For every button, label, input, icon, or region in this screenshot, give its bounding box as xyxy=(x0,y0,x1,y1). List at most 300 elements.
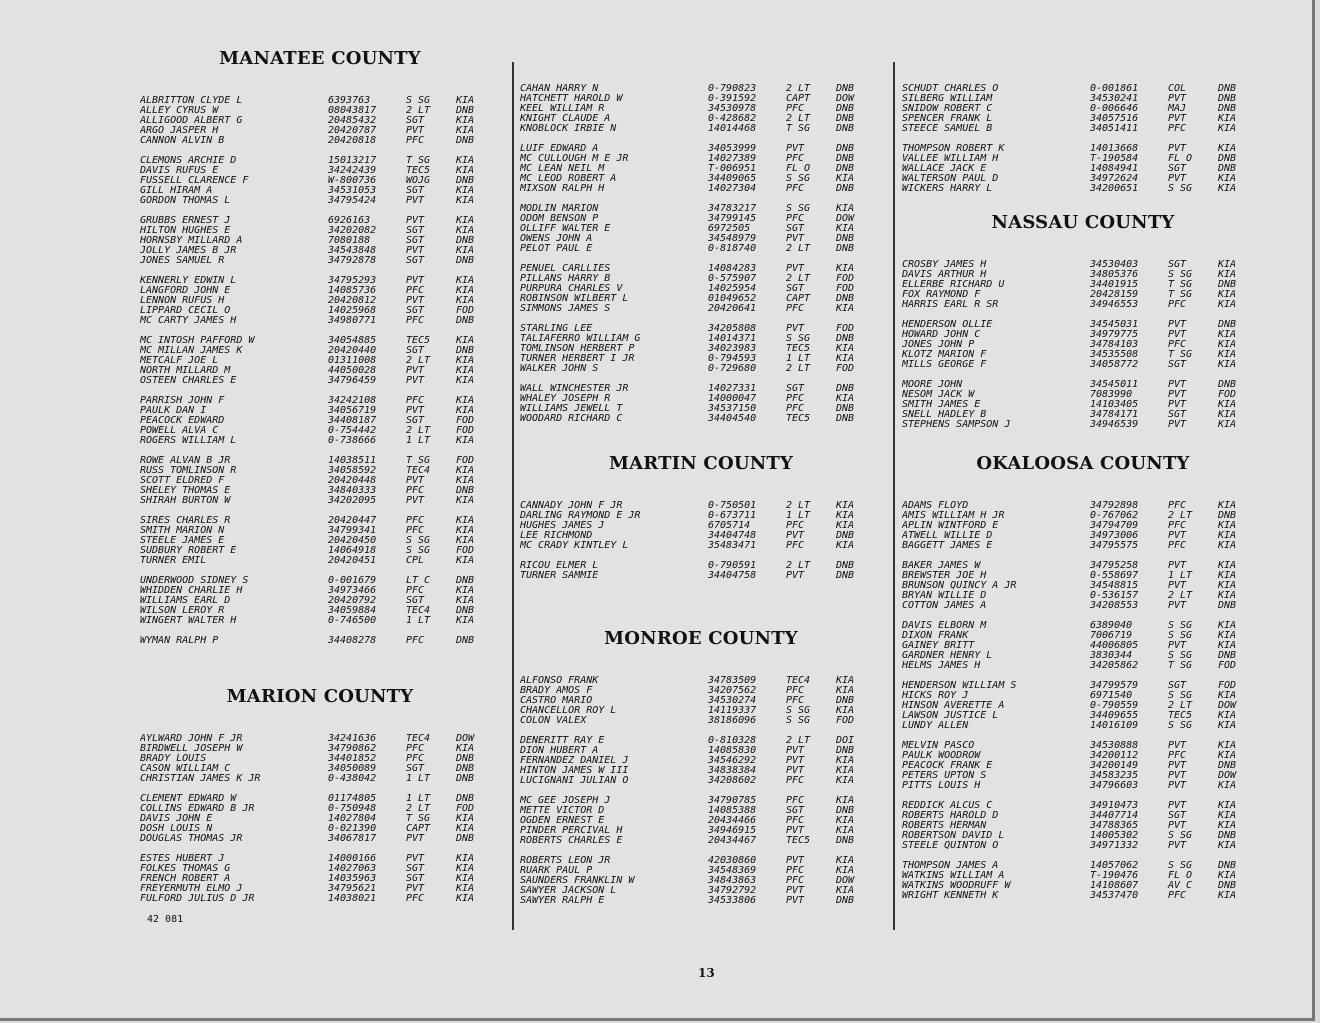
casualty-name: HATCHETT HAROLD W xyxy=(520,94,623,104)
casualty-row xyxy=(140,216,500,226)
status-code: KIA xyxy=(1218,269,1237,280)
status-code: DNB xyxy=(836,403,855,414)
status-code: DNB xyxy=(456,135,475,146)
serial-number: 34208553 xyxy=(1090,600,1139,611)
casualty-row xyxy=(902,94,1264,104)
group-spacer xyxy=(140,784,500,794)
casualty-name: STEECE SAMUEL B xyxy=(902,124,993,134)
serial-number: 0-754442 xyxy=(328,425,377,436)
rank: T SG xyxy=(406,813,431,824)
rank: PVT xyxy=(1168,600,1187,611)
serial-number: 14038511 xyxy=(328,455,377,466)
status-code: DNB xyxy=(456,763,475,774)
rank: PVT xyxy=(1168,560,1187,571)
rank: PVT xyxy=(406,833,425,844)
casualty-name: SUDBURY ROBERT E xyxy=(140,546,237,556)
rank: 1 LT xyxy=(406,793,431,804)
entry-group xyxy=(902,144,1264,194)
rank: PFC xyxy=(1168,500,1187,511)
rank: PFC xyxy=(786,695,805,706)
casualty-row xyxy=(902,821,1264,831)
status-code: KIA xyxy=(456,285,475,296)
group-spacer xyxy=(520,846,882,856)
rank: PFC xyxy=(406,525,425,536)
casualty-name: PILLANS HARRY B xyxy=(520,274,611,284)
casualty-name: DIXON FRANK xyxy=(902,631,969,641)
casualty-row xyxy=(140,186,500,196)
entry-group xyxy=(140,734,500,784)
casualty-name: HICKS ROY J xyxy=(902,691,969,701)
status-code: FOD xyxy=(836,273,855,284)
casualty-row xyxy=(902,280,1264,290)
county-heading: OKALOOSA COUNTY xyxy=(976,453,1190,474)
entry-group xyxy=(140,216,500,266)
status-code: DNB xyxy=(836,570,855,581)
rank: 2 LT xyxy=(406,803,431,814)
casualty-name: PETERS UPTON S xyxy=(902,771,987,781)
rank: TEC4 xyxy=(406,465,431,476)
casualty-name: OSTEEN CHARLES E xyxy=(140,376,237,386)
entry-group xyxy=(902,621,1264,671)
casualty-row xyxy=(520,224,882,234)
serial-number: 34796603 xyxy=(1090,780,1139,791)
casualty-name: STEELE JAMES E xyxy=(140,536,225,546)
casualty-row xyxy=(140,814,500,824)
rank: SGT xyxy=(1168,409,1187,420)
rank: S SG xyxy=(786,705,811,716)
serial-number: 14084283 xyxy=(708,263,757,274)
serial-number: 34799579 xyxy=(1090,680,1139,691)
casualty-name: WALKER JOHN S xyxy=(520,364,599,374)
status-code: KIA xyxy=(836,775,855,786)
rank: T SG xyxy=(1168,289,1193,300)
serial-number: 34054885 xyxy=(328,335,377,346)
serial-number: 34946915 xyxy=(708,825,757,836)
serial-number: 34792898 xyxy=(1090,500,1139,511)
serial-number: 34840333 xyxy=(328,485,377,496)
casualty-name: NESOM JACK W xyxy=(902,390,975,400)
casualty-row xyxy=(902,641,1264,651)
entry-group xyxy=(902,861,1264,901)
rank: PVT xyxy=(1168,820,1187,831)
status-code: KIA xyxy=(456,335,475,346)
status-code: KIA xyxy=(456,535,475,546)
casualty-row xyxy=(140,616,500,626)
casualty-name: SCOTT ELDRED F xyxy=(140,476,225,486)
casualty-name: TURNER SAMMIE xyxy=(520,571,599,581)
serial-number: 34242439 xyxy=(328,165,377,176)
serial-number: 20420440 xyxy=(328,345,377,356)
rank: S SG xyxy=(786,173,811,184)
casualty-row xyxy=(520,511,882,521)
group-spacer xyxy=(140,626,500,636)
rank: 2 LT xyxy=(1168,590,1193,601)
casualty-name: WILLIAMS EARL D xyxy=(140,596,231,606)
status-code: KIA xyxy=(1218,690,1237,701)
group-spacer xyxy=(140,506,500,516)
casualty-row xyxy=(902,290,1264,300)
status-code: FOD xyxy=(456,545,475,556)
serial-number: 6926163 xyxy=(328,215,371,226)
serial-number: 34979775 xyxy=(1090,329,1139,340)
casualty-row xyxy=(520,344,882,354)
casualty-name: PAULK WOODROW xyxy=(902,751,981,761)
casualty-row xyxy=(902,400,1264,410)
rank: PVT xyxy=(786,530,805,541)
casualty-row xyxy=(140,754,500,764)
casualty-row xyxy=(520,896,882,906)
group-spacer xyxy=(520,726,882,736)
casualty-name: PELOT PAUL E xyxy=(520,244,593,254)
status-code: KIA xyxy=(456,185,475,196)
status-code: DNB xyxy=(456,605,475,616)
rank: MAJ xyxy=(1168,103,1187,114)
casualty-name: NORTH MILLARD M xyxy=(140,366,231,376)
casualty-name: ARGO JASPER H xyxy=(140,126,219,136)
group-spacer xyxy=(520,194,882,204)
rank: TEC5 xyxy=(1168,710,1193,721)
rank: S SG xyxy=(1168,620,1193,631)
status-code: DNB xyxy=(456,793,475,804)
status-code: DOW xyxy=(1218,700,1237,711)
casualty-row xyxy=(902,511,1264,521)
casualty-name: ELLERBE RICHARD U xyxy=(902,280,1005,290)
status-code: KIA xyxy=(1218,143,1237,154)
casualty-name: PAULK DAN I xyxy=(140,406,207,416)
rank: S SG xyxy=(1168,720,1193,731)
rank: PVT xyxy=(406,195,425,206)
status-code: DNB xyxy=(836,895,855,906)
casualty-row xyxy=(520,776,882,786)
casualty-row xyxy=(140,636,500,646)
casualty-row xyxy=(902,164,1264,174)
rank: PVT xyxy=(1168,319,1187,330)
rank: TEC5 xyxy=(786,835,811,846)
status-code: KIA xyxy=(1218,530,1237,541)
serial-number: 20420641 xyxy=(708,303,757,314)
status-code: FOD xyxy=(836,283,855,294)
status-code: KIA xyxy=(1218,399,1237,410)
casualty-name: LUIF EDWARD A xyxy=(520,144,599,154)
serial-number: T-006951 xyxy=(708,163,757,174)
serial-number: 0-021390 xyxy=(328,823,377,834)
status-code: DNB xyxy=(836,153,855,164)
rank: 2 LT xyxy=(786,83,811,94)
casualty-name: GARDNER HENRY L xyxy=(902,651,993,661)
status-code: KIA xyxy=(1218,890,1237,901)
county-heading: MANATEE COUNTY xyxy=(219,48,421,69)
rank: PFC xyxy=(406,753,425,764)
casualty-row xyxy=(140,336,500,346)
county-section xyxy=(140,48,500,646)
rank: S SG xyxy=(406,535,431,546)
serial-number: 38186096 xyxy=(708,715,757,726)
serial-number: 34530241 xyxy=(1090,93,1139,104)
serial-number: 34795293 xyxy=(328,275,377,286)
casualty-row xyxy=(520,866,882,876)
status-code: DNB xyxy=(836,333,855,344)
casualty-name: TOMLINSON HERBERT P xyxy=(520,344,635,354)
casualty-row xyxy=(140,596,500,606)
serial-number: 34401915 xyxy=(1090,279,1139,290)
serial-number: 34783217 xyxy=(708,203,757,214)
casualty-row xyxy=(140,546,500,556)
rank: PVT xyxy=(1168,379,1187,390)
casualty-name: ATWELL WILLIE D xyxy=(902,531,993,541)
casualty-name: RUARK PAUL P xyxy=(520,866,593,876)
casualty-row xyxy=(902,320,1264,330)
rank: PVT xyxy=(786,855,805,866)
rank: PFC xyxy=(406,315,425,326)
casualty-name: APLIN WINTFORD E xyxy=(902,521,999,531)
rank: SGT xyxy=(406,305,425,316)
serial-number: 34058772 xyxy=(1090,359,1139,370)
casualty-name: THOMPSON ROBERT K xyxy=(902,144,1005,154)
casualty-row xyxy=(140,764,500,774)
casualty-row xyxy=(140,226,500,236)
casualty-row xyxy=(140,556,500,566)
casualty-name: ALLEY CYRUS W xyxy=(140,106,219,116)
casualty-name: KNIGHT CLAUDE A xyxy=(520,114,611,124)
group-spacer xyxy=(520,551,882,561)
entry-group xyxy=(902,741,1264,791)
casualty-name: MELVIN PASCO xyxy=(902,741,975,751)
status-code: KIA xyxy=(1218,540,1237,551)
casualty-name: MC MILLAN JAMES K xyxy=(140,346,243,356)
casualty-name: CROSBY JAMES H xyxy=(902,260,987,270)
page-number: 13 xyxy=(698,966,715,980)
status-code: KIA xyxy=(836,303,855,314)
casualty-row xyxy=(902,591,1264,601)
serial-number: 34838384 xyxy=(708,765,757,776)
casualty-name: HUGHES JAMES J xyxy=(520,521,605,531)
rank: FL O xyxy=(1168,153,1193,164)
casualty-row xyxy=(140,804,500,814)
status-code: KIA xyxy=(456,435,475,446)
status-code: KIA xyxy=(456,95,475,106)
rank: SGT xyxy=(406,595,425,606)
status-code: DOW xyxy=(456,733,475,744)
casualty-name: ODOM BENSON P xyxy=(520,214,599,224)
casualty-row xyxy=(902,350,1264,360)
casualty-row xyxy=(520,84,882,94)
serial-number: 34205808 xyxy=(708,323,757,334)
rank: SGT xyxy=(786,283,805,294)
status-code: DNB xyxy=(456,575,475,586)
serial-number: 44006805 xyxy=(1090,640,1139,651)
casualty-row xyxy=(902,300,1264,310)
rank: T SG xyxy=(406,455,431,466)
serial-number: 0-006646 xyxy=(1090,103,1139,114)
rank: SGT xyxy=(406,235,425,246)
casualty-row xyxy=(520,876,882,886)
rank: 2 LT xyxy=(786,273,811,284)
rank: SGT xyxy=(1168,810,1187,821)
rank: SGT xyxy=(786,223,805,234)
status-code: DNB xyxy=(836,103,855,114)
rank: PVT xyxy=(1168,740,1187,751)
casualty-row xyxy=(140,416,500,426)
casualty-name: LENNON RUFUS H xyxy=(140,296,225,306)
status-code: KIA xyxy=(836,685,855,696)
serial-number: 0-438042 xyxy=(328,773,377,784)
serial-number: 14027063 xyxy=(328,863,377,874)
county-section xyxy=(520,628,882,906)
rank: PFC xyxy=(1168,890,1187,901)
casualty-name: WICKERS HARRY L xyxy=(902,184,993,194)
casualty-name: ROBERTS LEON JR xyxy=(520,856,611,866)
entry-group xyxy=(140,576,500,626)
rank: PFC xyxy=(786,795,805,806)
rank: 2 LT xyxy=(786,500,811,511)
rank: PFC xyxy=(406,635,425,646)
serial-number: 14027804 xyxy=(328,813,377,824)
casualty-name: THOMPSON JAMES A xyxy=(902,861,999,871)
county-heading: MARTIN COUNTY xyxy=(608,453,794,474)
status-code: KIA xyxy=(1218,780,1237,791)
status-code: DNB xyxy=(1218,510,1237,521)
status-code: DNB xyxy=(836,163,855,174)
serial-number: 0-794593 xyxy=(708,353,757,364)
entry-group xyxy=(140,276,500,326)
casualty-name: SMITH JAMES E xyxy=(902,400,981,410)
serial-number: 20420451 xyxy=(328,555,377,566)
status-code: KIA xyxy=(836,500,855,511)
entry-group xyxy=(902,260,1264,310)
serial-number: 20434467 xyxy=(708,835,757,846)
casualty-name: MC INTOSH PAFFORD W xyxy=(140,336,255,346)
status-code: KIA xyxy=(1218,359,1237,370)
casualty-name: MC CRADY KINTLEY L xyxy=(520,541,629,551)
rank: 2 LT xyxy=(786,560,811,571)
casualty-name: WHALEY JOSEPH R xyxy=(520,394,611,404)
status-code: DOW xyxy=(836,93,855,104)
serial-number: 0-818740 xyxy=(708,243,757,254)
rank: PVT xyxy=(1168,329,1187,340)
casualty-name: OWENS JOHN A xyxy=(520,234,593,244)
rank: S SG xyxy=(1168,860,1193,871)
status-code: KIA xyxy=(836,353,855,364)
casualty-name: STEELE QUINTON O xyxy=(902,841,999,851)
serial-number: 34971332 xyxy=(1090,840,1139,851)
serial-number: 34200651 xyxy=(1090,183,1139,194)
casualty-name: CASON WILLIAM C xyxy=(140,764,231,774)
casualty-name: BIRDWELL JOSEPH W xyxy=(140,744,243,754)
casualty-row xyxy=(902,330,1264,340)
casualty-name: ROBERTS CHARLES E xyxy=(520,836,623,846)
rank: FL O xyxy=(786,163,811,174)
status-code: DNB xyxy=(836,530,855,541)
rank: TEC5 xyxy=(786,413,811,424)
serial-number: 34067817 xyxy=(328,833,377,844)
casualty-name: FOLKES THOMAS G xyxy=(140,864,231,874)
status-code: KIA xyxy=(456,165,475,176)
serial-number: 01049652 xyxy=(708,293,757,304)
status-code: DNB xyxy=(1218,163,1237,174)
casualty-name: POWELL ALVA C xyxy=(140,426,219,436)
entry-group xyxy=(902,380,1264,430)
casualty-row xyxy=(902,541,1264,551)
casualty-name: PEACOCK EDWARD xyxy=(140,416,225,426)
serial-number: 3830344 xyxy=(1090,650,1133,661)
casualty-row xyxy=(140,376,500,386)
serial-number: 20485432 xyxy=(328,115,377,126)
rank: PVT xyxy=(786,825,805,836)
rank: PVT xyxy=(786,323,805,334)
serial-number: 34401852 xyxy=(328,753,377,764)
entry-group xyxy=(520,204,882,254)
serial-number: 34545011 xyxy=(1090,379,1139,390)
serial-number: 34546292 xyxy=(708,755,757,766)
group-spacer xyxy=(140,146,500,156)
casualty-name: WINGERT WALTER H xyxy=(140,616,237,626)
rank: PVT xyxy=(786,755,805,766)
rank: PFC xyxy=(1168,520,1187,531)
casualty-row xyxy=(140,156,500,166)
status-code: KIA xyxy=(1218,870,1237,881)
rank: 1 LT xyxy=(406,435,431,446)
serial-number: 0-738666 xyxy=(328,435,377,446)
rank: SGT xyxy=(406,873,425,884)
rank: PFC xyxy=(786,520,805,531)
casualty-name: MC CARTY JAMES H xyxy=(140,316,237,326)
casualty-name: ALFONSO FRANK xyxy=(520,676,599,686)
status-code: DNB xyxy=(456,315,475,326)
casualty-name: OLLIFF WALTER E xyxy=(520,224,611,234)
casualty-name: MILLS GEORGE F xyxy=(902,360,987,370)
serial-number: 34794709 xyxy=(1090,520,1139,531)
rank: PVT xyxy=(1168,143,1187,154)
status-code: KIA xyxy=(836,815,855,826)
casualty-name: SIRES CHARLES R xyxy=(140,516,231,526)
casualty-name: DAVIS ARTHUR H xyxy=(902,270,987,280)
casualty-name: BRADY LOUIS xyxy=(140,754,207,764)
casualty-name: WALLACE JACK E xyxy=(902,164,987,174)
serial-number: 14014371 xyxy=(708,333,757,344)
rank: SGT xyxy=(786,383,805,394)
serial-number: 34050089 xyxy=(328,763,377,774)
status-code: FOD xyxy=(456,305,475,316)
casualty-name: WOODARD RICHARD C xyxy=(520,414,623,424)
rank: PVT xyxy=(406,495,425,506)
casualty-row xyxy=(140,894,500,904)
serial-number: 34205862 xyxy=(1090,660,1139,671)
casualty-row xyxy=(902,761,1264,771)
rank: 1 LT xyxy=(406,615,431,626)
casualty-name: PENUEL CARLLIES xyxy=(520,264,611,274)
serial-number: 34404540 xyxy=(708,413,757,424)
casualty-name: TURNER HERBERT I JR xyxy=(520,354,635,364)
casualty-row xyxy=(520,384,882,394)
casualty-row xyxy=(902,390,1264,400)
casualty-row xyxy=(140,466,500,476)
rank: PFC xyxy=(406,515,425,526)
rank: TEC5 xyxy=(406,335,431,346)
casualty-row xyxy=(520,274,882,284)
status-code: FOD xyxy=(456,425,475,436)
casualty-name: SIMMONS JAMES S xyxy=(520,304,611,314)
rank: PFC xyxy=(786,865,805,876)
casualty-row xyxy=(140,106,500,116)
casualty-row xyxy=(140,854,500,864)
rank: PVT xyxy=(1168,419,1187,430)
rank: SGT xyxy=(1168,359,1187,370)
county-section xyxy=(902,84,1264,194)
status-code: KIA xyxy=(456,215,475,226)
casualty-row xyxy=(902,260,1264,270)
status-code: DNB xyxy=(836,383,855,394)
serial-number: 7006719 xyxy=(1090,630,1133,641)
